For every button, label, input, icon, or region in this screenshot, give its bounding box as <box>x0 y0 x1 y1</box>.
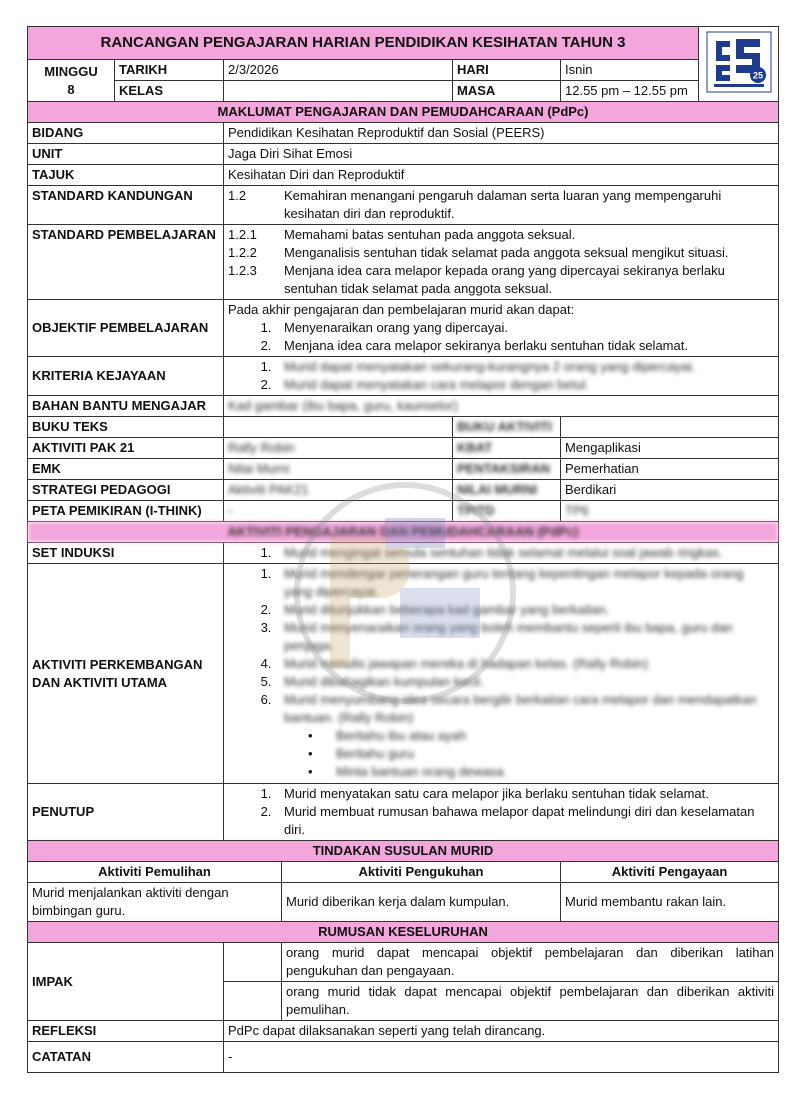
kbat-label: KBAT <box>453 438 561 459</box>
sp-text: Memahami batas sentuhan pada anggota seksual. <box>284 227 576 242</box>
list-number: 5. <box>260 674 272 689</box>
kriteria-label: KRITERIA KEJAYAAN <box>28 357 224 396</box>
sp-code: 1.2.3 <box>228 263 257 278</box>
penutup-label: PENUTUP <box>28 784 224 841</box>
masa-value: 12.55 pm – 12.55 pm <box>561 81 699 102</box>
pengukuhan-header: Aktiviti Pengukuhan <box>282 862 561 883</box>
minggu-value: 8 <box>67 81 75 97</box>
list-number: 1. <box>260 545 272 560</box>
emk-value: Nilai Murni <box>224 459 453 480</box>
list-item: Murid menyenaraikan orang yang boleh membantu seperti ibu bapa, guru dan penjaga. <box>284 620 733 653</box>
impak-text: orang murid tidak dapat mencapai objektif pembelajaran dan diberikan aktiviti pemulihan. <box>282 982 779 1021</box>
sp-label: STANDARD PEMBELAJARAN <box>28 225 224 300</box>
bukuteks-label: BUKU TEKS <box>28 417 224 438</box>
sk-label: STANDARD KANDUNGAN <box>28 186 224 225</box>
document-title: RANCANGAN PENGAJARAN HARIAN PENDIDIKAN KESIHATAN TAHUN 3 <box>28 27 699 60</box>
list-number: 4. <box>260 656 272 671</box>
maklumat-heading: MAKLUMAT PENGAJARAN DAN PEMUDAHCARAAN (PdPc) <box>28 102 779 123</box>
list-number: 6. <box>260 692 272 707</box>
tajuk-value: Kesihatan Diri dan Reproduktif <box>224 165 779 186</box>
list-number: 2. <box>260 804 272 819</box>
nilai-label: NILAI MURNI <box>453 480 561 501</box>
bukuaktiviti-value <box>561 417 779 438</box>
catatan-value: - <box>224 1042 779 1073</box>
sk-cell <box>224 186 779 225</box>
set-label: SET INDUKSI <box>28 543 224 564</box>
list-item: Murid mengingat semula sentuhan tidak selamat melalui soal jawab ringkas. <box>284 545 723 560</box>
list-number: 1. <box>260 786 272 801</box>
emk-label: EMK <box>28 459 224 480</box>
set-cell <box>224 543 779 564</box>
impak-count <box>224 982 282 1021</box>
kelas-value <box>224 81 453 102</box>
list-item: Murid menulis jawapan mereka di hadapan kelas. (Rally Robin) <box>284 656 649 671</box>
refleksi-label: REFLEKSI <box>28 1021 224 1042</box>
lesson-plan-table <box>27 26 779 1073</box>
school-logo <box>699 27 779 102</box>
peta-label: PETA PEMIKIRAN (I-THINK) <box>28 501 224 522</box>
minggu-label: MINGGU <box>44 63 98 79</box>
bullet-icon: • <box>308 746 313 761</box>
pentaksiran-value: Pemerhatian <box>561 459 779 480</box>
impak-text: orang murid dapat mencapai objektif pembelajaran dan diberikan latihan pengukuhan dan pengayaan. <box>282 943 779 982</box>
pak21-label: AKTIVITI PAK 21 <box>28 438 224 459</box>
list-item: Menyenaraikan orang yang dipercayai. <box>284 320 509 335</box>
impak-label: IMPAK <box>28 943 224 1021</box>
pemulihan-value: Murid menjalankan aktiviti dengan bimbingan guru. <box>28 883 282 922</box>
list-item: Murid menyatakan satu cara melapor jika berlaku sentuhan tidak selamat. <box>284 786 709 801</box>
refleksi-value: PdPc dapat dilaksanakan seperti yang telah dirancang. <box>224 1021 779 1042</box>
list-number: 2. <box>260 377 272 392</box>
impak-count <box>224 943 282 982</box>
bidang-label: BIDANG <box>28 123 224 144</box>
bbm-label: BAHAN BANTU MENGAJAR <box>28 396 224 417</box>
sk-text: Kemahiran menangani pengaruh dalaman serta luaran yang mempengaruhi kesihatan diri dan reproduktif. <box>284 188 722 221</box>
bbm-value: Kad gambar (ibu bapa, guru, kaunselor) <box>224 396 779 417</box>
pak21-value: Rally Robin <box>224 438 453 459</box>
bullet-icon: • <box>308 764 313 779</box>
bullet-item: Minta bantuan orang dewasa <box>336 764 504 779</box>
bullet-item: Beritahu ibu atau ayah <box>336 728 467 743</box>
pemulihan-header: Aktiviti Pemulihan <box>28 862 282 883</box>
masa-label: MASA <box>453 81 561 102</box>
hari-label: HARI <box>453 60 561 81</box>
bukuteks-value <box>224 417 453 438</box>
list-number: 2. <box>260 602 272 617</box>
pengayaan-value: Murid membantu rakan lain. <box>561 883 779 922</box>
kelas-label: KELAS <box>115 81 224 102</box>
utama-label: AKTIVITI PERKEMBANGAN DAN AKTIVITI UTAMA <box>28 564 224 784</box>
list-item: Murid menyumbang idea secara bergilir berkaitan cara melapor dan mendapatkan bantuan. (Rally Robin) <box>284 692 757 725</box>
utama-cell <box>224 564 779 784</box>
sp-code: 1.2.1 <box>228 227 257 242</box>
unit-label: UNIT <box>28 144 224 165</box>
rumusan-heading: RUMUSAN KESELURUHAN <box>28 922 779 943</box>
penutup-cell <box>224 784 779 841</box>
list-item: Murid dapat menyatakan cara melapor dengan betul. <box>284 377 589 392</box>
pentaksiran-label: PENTAKSIRAN <box>453 459 561 480</box>
peta-value: - <box>224 501 453 522</box>
tarikh-value: 2/3/2026 <box>224 60 453 81</box>
logo-emblem-icon <box>706 31 772 93</box>
list-number: 1. <box>260 359 272 374</box>
tindakan-heading: TINDAKAN SUSULAN MURID <box>28 841 779 862</box>
bidang-value: Pendidikan Kesihatan Reproduktif dan Sosial (PEERS) <box>224 123 779 144</box>
tajuk-label: TAJUK <box>28 165 224 186</box>
catatan-label: CATATAN <box>28 1042 224 1073</box>
kbat-value: Mengaplikasi <box>561 438 779 459</box>
list-item: Menjana idea cara melapor sekiranya berlaku sentuhan tidak selamat. <box>284 338 688 353</box>
pengayaan-header: Aktiviti Pengayaan <box>561 862 779 883</box>
strategi-label: STRATEGI PEDAGOGI <box>28 480 224 501</box>
kriteria-cell <box>224 357 779 396</box>
objektif-intro: Pada akhir pengajaran dan pembelajaran murid akan dapat: <box>228 302 575 317</box>
bullet-item: Beritahu guru <box>336 746 415 761</box>
list-item: Murid mendengar penerangan guru tentang kepentingan melapor kepada orang yang dipercayai. <box>284 566 744 599</box>
nilai-value: Berdikari <box>561 480 779 501</box>
list-number: 1. <box>260 320 272 335</box>
logo-number: 25 <box>752 70 763 80</box>
aktiviti-heading: AKTIVITI PENGAJARAN DAN PEMUDAHCARAAN (PdPc) <box>28 522 779 543</box>
pengukuhan-value: Murid diberikan kerja dalam kumpulan. <box>282 883 561 922</box>
hari-value: Isnin <box>561 60 699 81</box>
sp-text: Menjana idea cara melapor kepada orang yang dipercayai sekiranya berlaku sentuhan tidak selamat pada anggota seksual. <box>284 263 725 296</box>
sp-cell <box>224 225 779 300</box>
objektif-label: OBJEKTIF PEMBELAJARAN <box>28 300 224 357</box>
sp-code: 1.2.2 <box>228 245 257 260</box>
tp-label: TP/TD <box>453 501 561 522</box>
list-item: Murid membuat rumusan bahawa melapor dapat melindungi diri dan keselamatan diri. <box>284 804 755 837</box>
bukuaktiviti-label: BUKU AKTIVITI <box>453 417 561 438</box>
list-item: Murid dibahagikan kumpulan kecil. <box>284 674 484 689</box>
list-item: Murid ditunjukkan beberapa kad gambar yang berkaitan. <box>284 602 610 617</box>
list-number: 1. <box>260 566 272 581</box>
lesson-plan-document <box>27 26 778 1073</box>
list-number: 3. <box>260 620 272 635</box>
bullet-icon: • <box>308 728 313 743</box>
sp-text: Menganalisis sentuhan tidak selamat pada anggota seksual mengikut situasi. <box>284 245 729 260</box>
list-item: Murid dapat menyatakan sekurang-kurangnya 2 orang yang dipercayai. <box>284 359 696 374</box>
unit-value: Jaga Diri Sihat Emosi <box>224 144 779 165</box>
tarikh-label: TARIKH <box>115 60 224 81</box>
tp-value: TP6 <box>561 501 779 522</box>
sk-code: 1.2 <box>228 188 247 203</box>
objektif-cell <box>224 300 779 357</box>
strategi-value: Aktiviti PAK21 <box>224 480 453 501</box>
list-number: 2. <box>260 338 272 353</box>
minggu-cell <box>28 60 115 102</box>
